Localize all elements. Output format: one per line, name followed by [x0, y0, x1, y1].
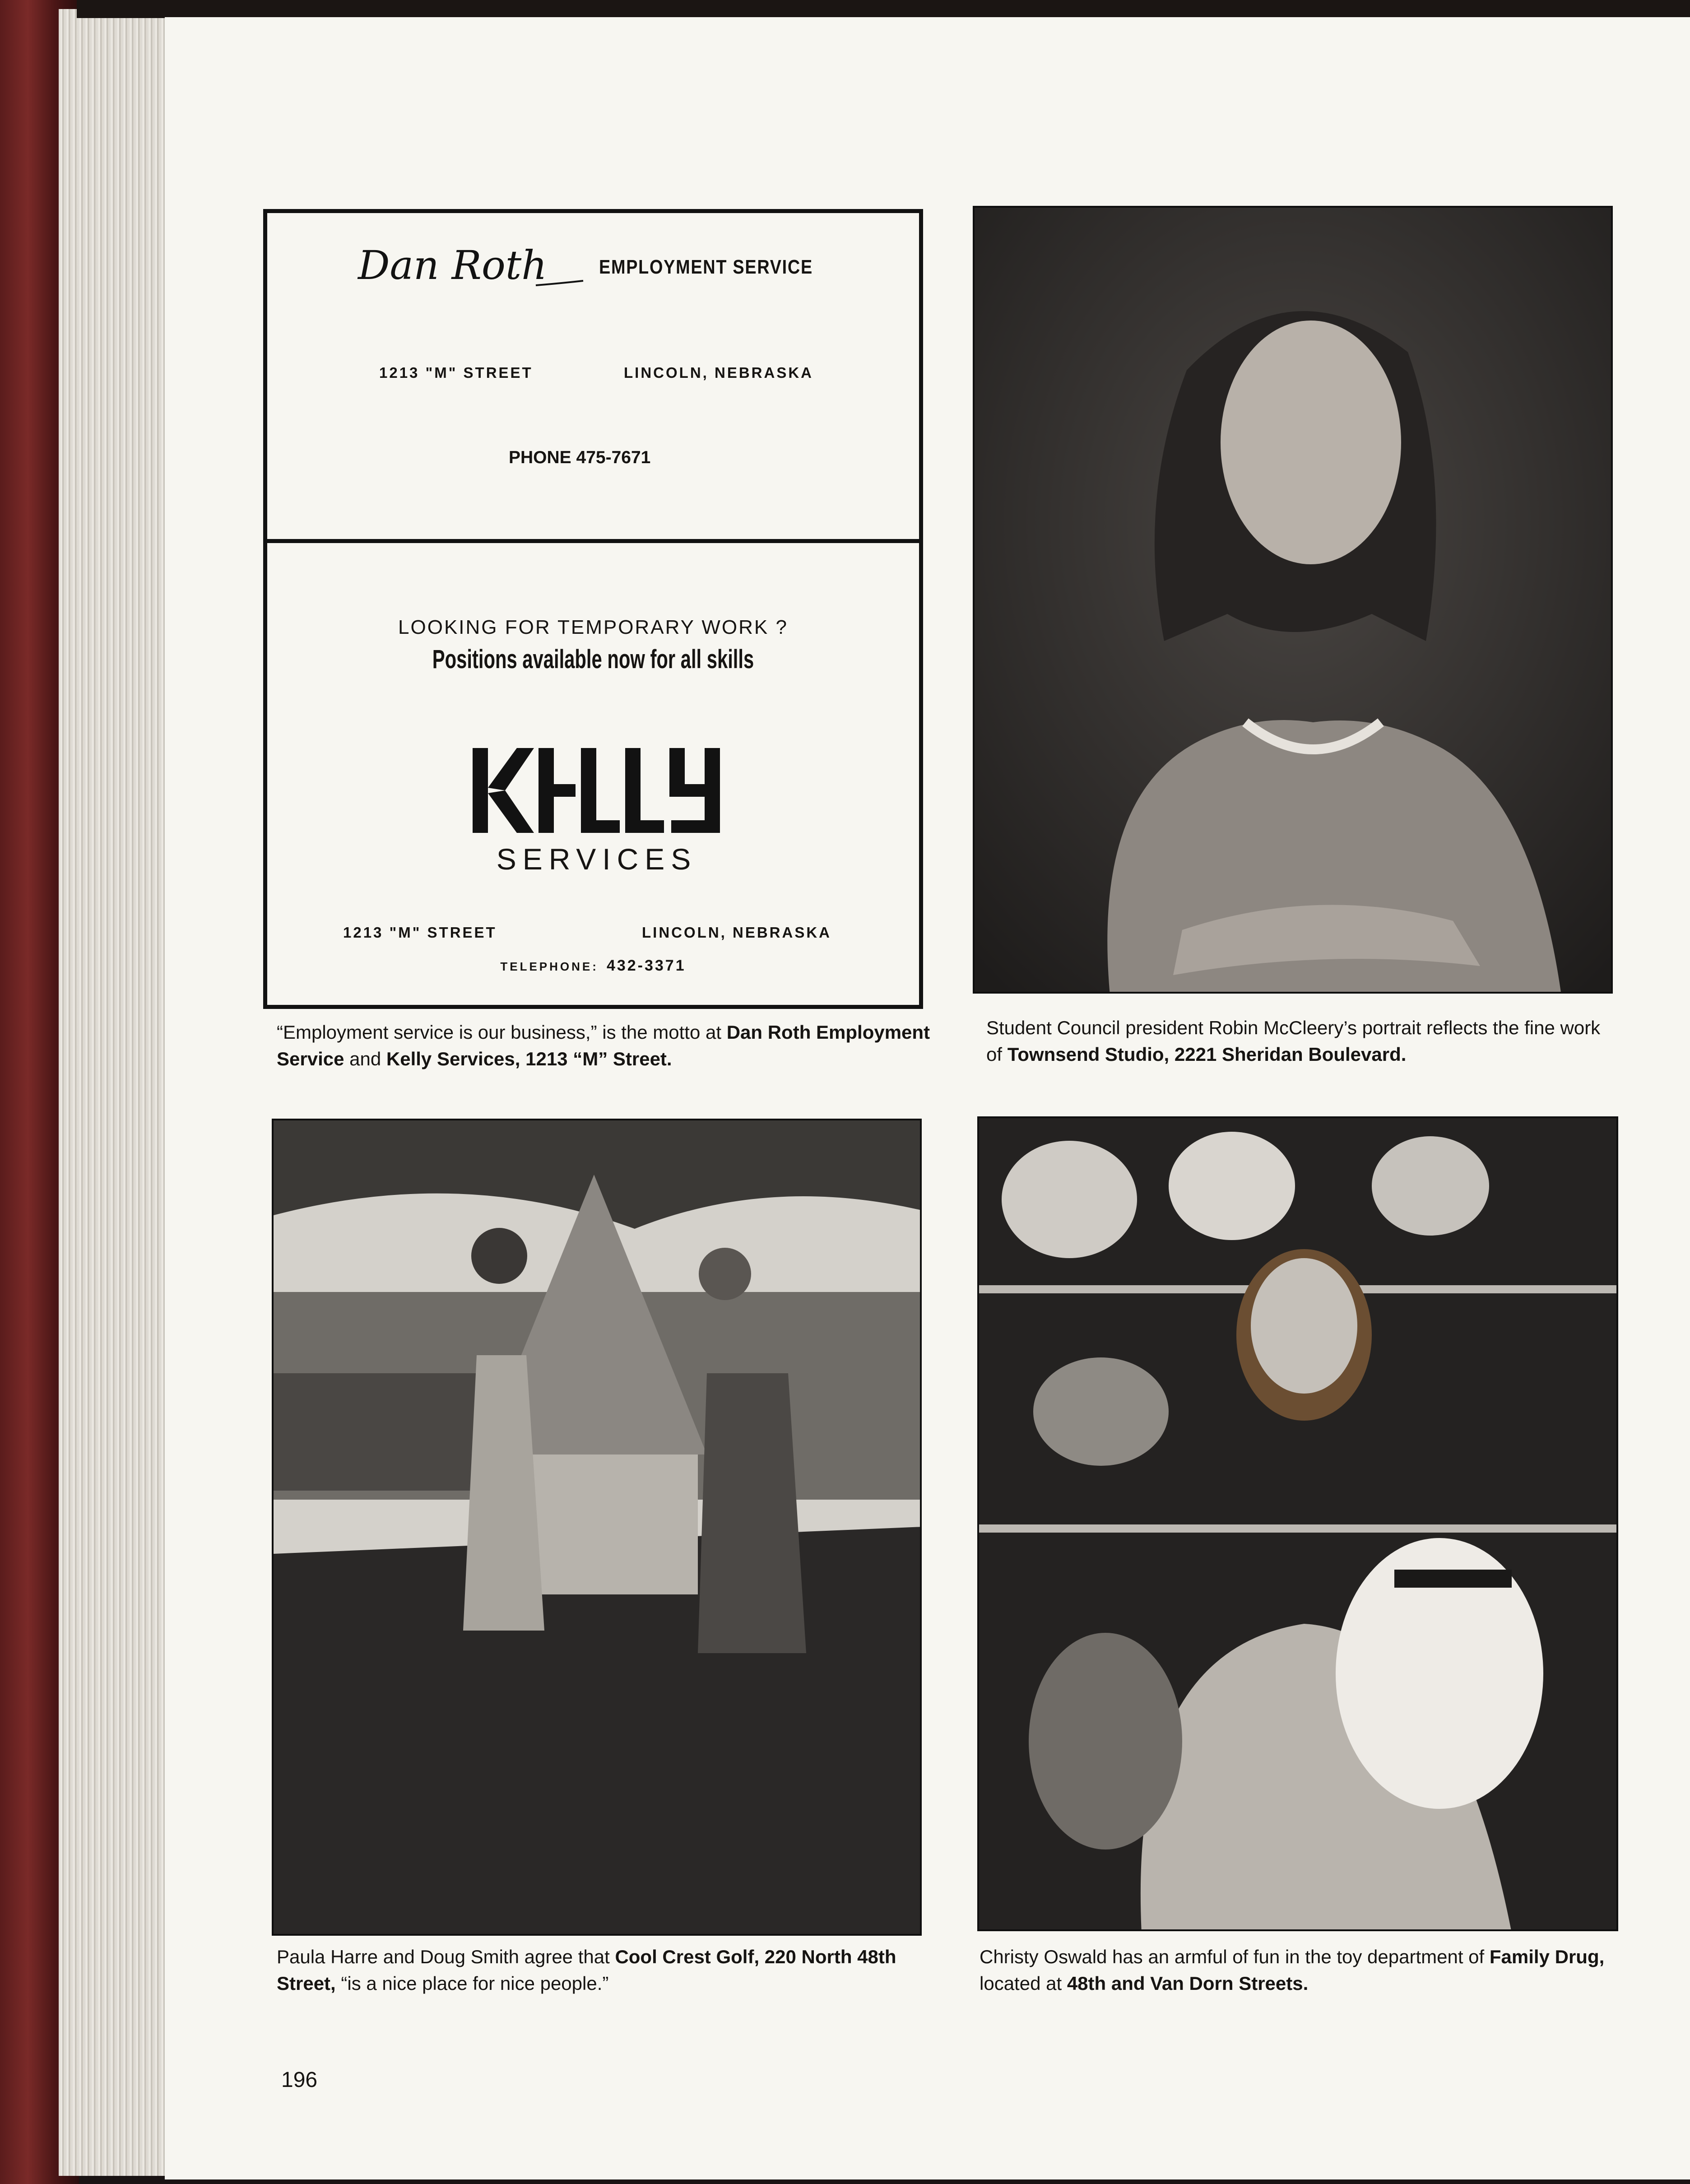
ad-divider: [267, 539, 919, 543]
kelly-city: LINCOLN, NEBRASKA: [642, 924, 831, 941]
roth-phone: PHONE 475-7671: [509, 448, 651, 467]
portrait-illustration: [975, 208, 1613, 994]
kelly-logo: [473, 748, 721, 833]
roth-city: LINCOLN, NEBRASKA: [624, 364, 813, 381]
kelly-phone-row: [267, 957, 919, 975]
ad-box: [263, 209, 923, 1009]
golf-caption: [277, 1944, 927, 1997]
toy-caption-bold-2: 48th and Van Dorn Streets.: [1067, 1972, 1309, 1994]
golf-caption-text: Paula Harre and Doug Smith agree that: [277, 1946, 615, 1967]
yearbook-page: [165, 17, 1690, 2179]
toy-caption-text: Christy Oswald has an armful of fun in the toy department of: [980, 1946, 1490, 1967]
toy-illustration: [979, 1118, 1618, 1931]
portrait-caption-text: Student Council president Robin McCleery’s portrait reflects the fine work of: [986, 1017, 1601, 1065]
page-edges: [59, 9, 167, 2176]
roth-service-label: EMPLOYMENT SERVICE: [599, 256, 813, 278]
kelly-tagline: Positions available now for all skills: [432, 645, 754, 674]
top-strip: [77, 0, 1690, 18]
golf-photo: [272, 1119, 922, 1936]
kelly-phone: 432-3371: [606, 957, 686, 974]
ad-caption: [277, 1019, 931, 1073]
toy-caption-text-2: located at: [980, 1972, 1067, 1994]
roth-street: 1213 "M" STREET: [379, 364, 533, 381]
kelly-services-label: SERVICES: [496, 842, 697, 876]
kelly-street: 1213 "M" STREET: [343, 924, 497, 941]
ad-caption-text: “Employment service is our business,” is the motto at: [277, 1022, 727, 1043]
golf-caption-text-2: “is a nice place for nice people.”: [335, 1972, 609, 1994]
portrait-photo: [973, 206, 1613, 994]
golf-illustration: [274, 1120, 922, 1936]
dan-roth-script-logo: [355, 237, 585, 292]
kelly-question: LOOKING FOR TEMPORARY WORK ?: [398, 616, 788, 638]
toy-caption-bold: Family Drug,: [1489, 1946, 1605, 1967]
ad-caption-text-2: and: [344, 1048, 386, 1069]
toy-photo: [977, 1116, 1618, 1931]
page-number: 196: [281, 2068, 318, 2092]
ad-caption-bold-2: Kelly Services, 1213 “M” Street.: [386, 1048, 672, 1069]
portrait-caption: [986, 1015, 1618, 1068]
toy-caption: [980, 1944, 1620, 1997]
kelly-phone-label: TELEPHONE:: [500, 960, 599, 973]
portrait-caption-bold: Townsend Studio, 2221 Sheridan Boulevard.: [1007, 1043, 1407, 1065]
dan-roth-script-text: Dan Roth: [358, 242, 547, 288]
ad-caption-bold: Dan Roth Employment Service: [277, 1022, 930, 1069]
golf-caption-bold: Cool Crest Golf, 220 North 48th Street,: [277, 1946, 896, 1994]
